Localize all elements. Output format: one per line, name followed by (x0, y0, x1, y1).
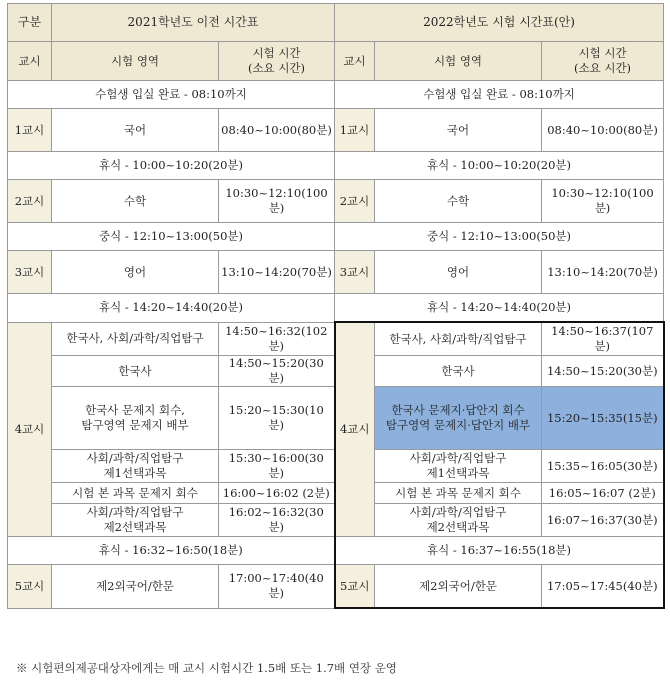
category-header: 구분 (8, 4, 52, 42)
period-label-5-new: 5교시 (335, 565, 375, 609)
entry-note-old: 수험생 입실 완료 - 08:10까지 (8, 81, 335, 109)
subject-cell: 제2외국어/한문 (375, 565, 542, 609)
time-cell: 10:30~12:10(100분) (219, 180, 335, 223)
subject-cell: 한국사, 사회/과학/직업탐구 (52, 322, 219, 356)
time-cell: 16:02~16:32(30분) (219, 504, 335, 537)
time-cell: 14:50~15:20(30분) (219, 356, 335, 387)
break-note-new: 휴식 - 16:37~16:55(18분) (335, 537, 664, 565)
time-cell: 16:05~16:07 (2분) (542, 483, 664, 504)
time-cell: 14:50~16:32(102분) (219, 322, 335, 356)
period-label-3-old: 3교시 (8, 251, 52, 294)
period-label-3-new: 3교시 (335, 251, 375, 294)
duration-header-old: 시험 시간 (소요 시간) (219, 42, 335, 81)
time-cell: 16:07~16:37(30분) (542, 504, 664, 537)
time-cell: 15:30~16:00(30분) (219, 450, 335, 483)
subject-cell: 제2외국어/한문 (52, 565, 219, 609)
break-note-old: 휴식 - 10:00~10:20(20분) (8, 152, 335, 180)
period-label-2-new: 2교시 (335, 180, 375, 223)
time-cell: 08:40~10:00(80분) (219, 109, 335, 152)
subject-cell: 영어 (375, 251, 542, 294)
period-label-4-new: 4교시 (335, 322, 375, 537)
highlighted-subject-cell: 한국사 문제지·답안지 회수 탐구영역 문제지·답안지 배부 (375, 387, 542, 450)
subject-cell: 수학 (375, 180, 542, 223)
time-cell: 17:00~17:40(40분) (219, 565, 335, 609)
duration-header-new: 시험 시간 (소요 시간) (542, 42, 664, 81)
time-cell: 15:35~16:05(30분) (542, 450, 664, 483)
subject-cell: 사회/과학/직업탐구 제2선택과목 (52, 504, 219, 537)
subject-cell: 영어 (52, 251, 219, 294)
lunch-note-new: 중식 - 12:10~13:00(50분) (335, 223, 664, 251)
lunch-note-old: 중식 - 12:10~13:00(50분) (8, 223, 335, 251)
exam-timetable (7, 3, 665, 609)
subject-cell: 한국사 (52, 356, 219, 387)
subject-cell: 한국사 문제지 회수, 탐구영역 문제지 배부 (52, 387, 219, 450)
old-timetable-title: 2021학년도 이전 시간표 (52, 4, 335, 42)
subject-header-new: 시험 영역 (375, 42, 542, 81)
subject-cell: 사회/과학/직업탐구 제2선택과목 (375, 504, 542, 537)
entry-note-new: 수험생 입실 완료 - 08:10까지 (335, 81, 664, 109)
subject-cell: 시험 본 과목 문제지 회수 (52, 483, 219, 504)
time-cell: 16:00~16:02 (2분) (219, 483, 335, 504)
new-timetable-title: 2022학년도 시험 시간표(안) (335, 4, 664, 42)
subject-cell: 한국사 (375, 356, 542, 387)
subject-header-old: 시험 영역 (52, 42, 219, 81)
period-header-new: 교시 (335, 42, 375, 81)
period-label-1-old: 1교시 (8, 109, 52, 152)
break-note-old: 휴식 - 14:20~14:40(20분) (8, 294, 335, 323)
time-cell: 14:50~16:37(107분) (542, 322, 664, 356)
time-cell: 14:50~15:20(30분) (542, 356, 664, 387)
break-note-new: 휴식 - 14:20~14:40(20분) (335, 294, 664, 323)
time-cell: 13:10~14:20(70분) (219, 251, 335, 294)
subject-cell: 국어 (375, 109, 542, 152)
time-cell: 13:10~14:20(70분) (542, 251, 664, 294)
footnote: ※ 시험편의제공대상자에게는 매 교시 시험시간 1.5배 또는 1.7배 연장 운영 (16, 661, 397, 675)
time-cell: 10:30~12:10(100분) (542, 180, 664, 223)
time-cell: 15:20~15:30(10분) (219, 387, 335, 450)
subject-cell: 국어 (52, 109, 219, 152)
highlighted-time-cell: 15:20~15:35(15분) (542, 387, 664, 450)
subject-cell: 수학 (52, 180, 219, 223)
period-label-5-old: 5교시 (8, 565, 52, 609)
subject-cell: 시험 본 과목 문제지 회수 (375, 483, 542, 504)
time-cell: 17:05~17:45(40분) (542, 565, 664, 609)
period-label-1-new: 1교시 (335, 109, 375, 152)
period-label-2-old: 2교시 (8, 180, 52, 223)
period-header-old: 교시 (8, 42, 52, 81)
period-label-4-old: 4교시 (8, 322, 52, 537)
time-cell: 08:40~10:00(80분) (542, 109, 664, 152)
subject-cell: 사회/과학/직업탐구 제1선택과목 (52, 450, 219, 483)
break-note-new: 휴식 - 10:00~10:20(20분) (335, 152, 664, 180)
subject-cell: 한국사, 사회/과학/직업탐구 (375, 322, 542, 356)
subject-cell: 사회/과학/직업탐구 제1선택과목 (375, 450, 542, 483)
break-note-old: 휴식 - 16:32~16:50(18분) (8, 537, 335, 565)
